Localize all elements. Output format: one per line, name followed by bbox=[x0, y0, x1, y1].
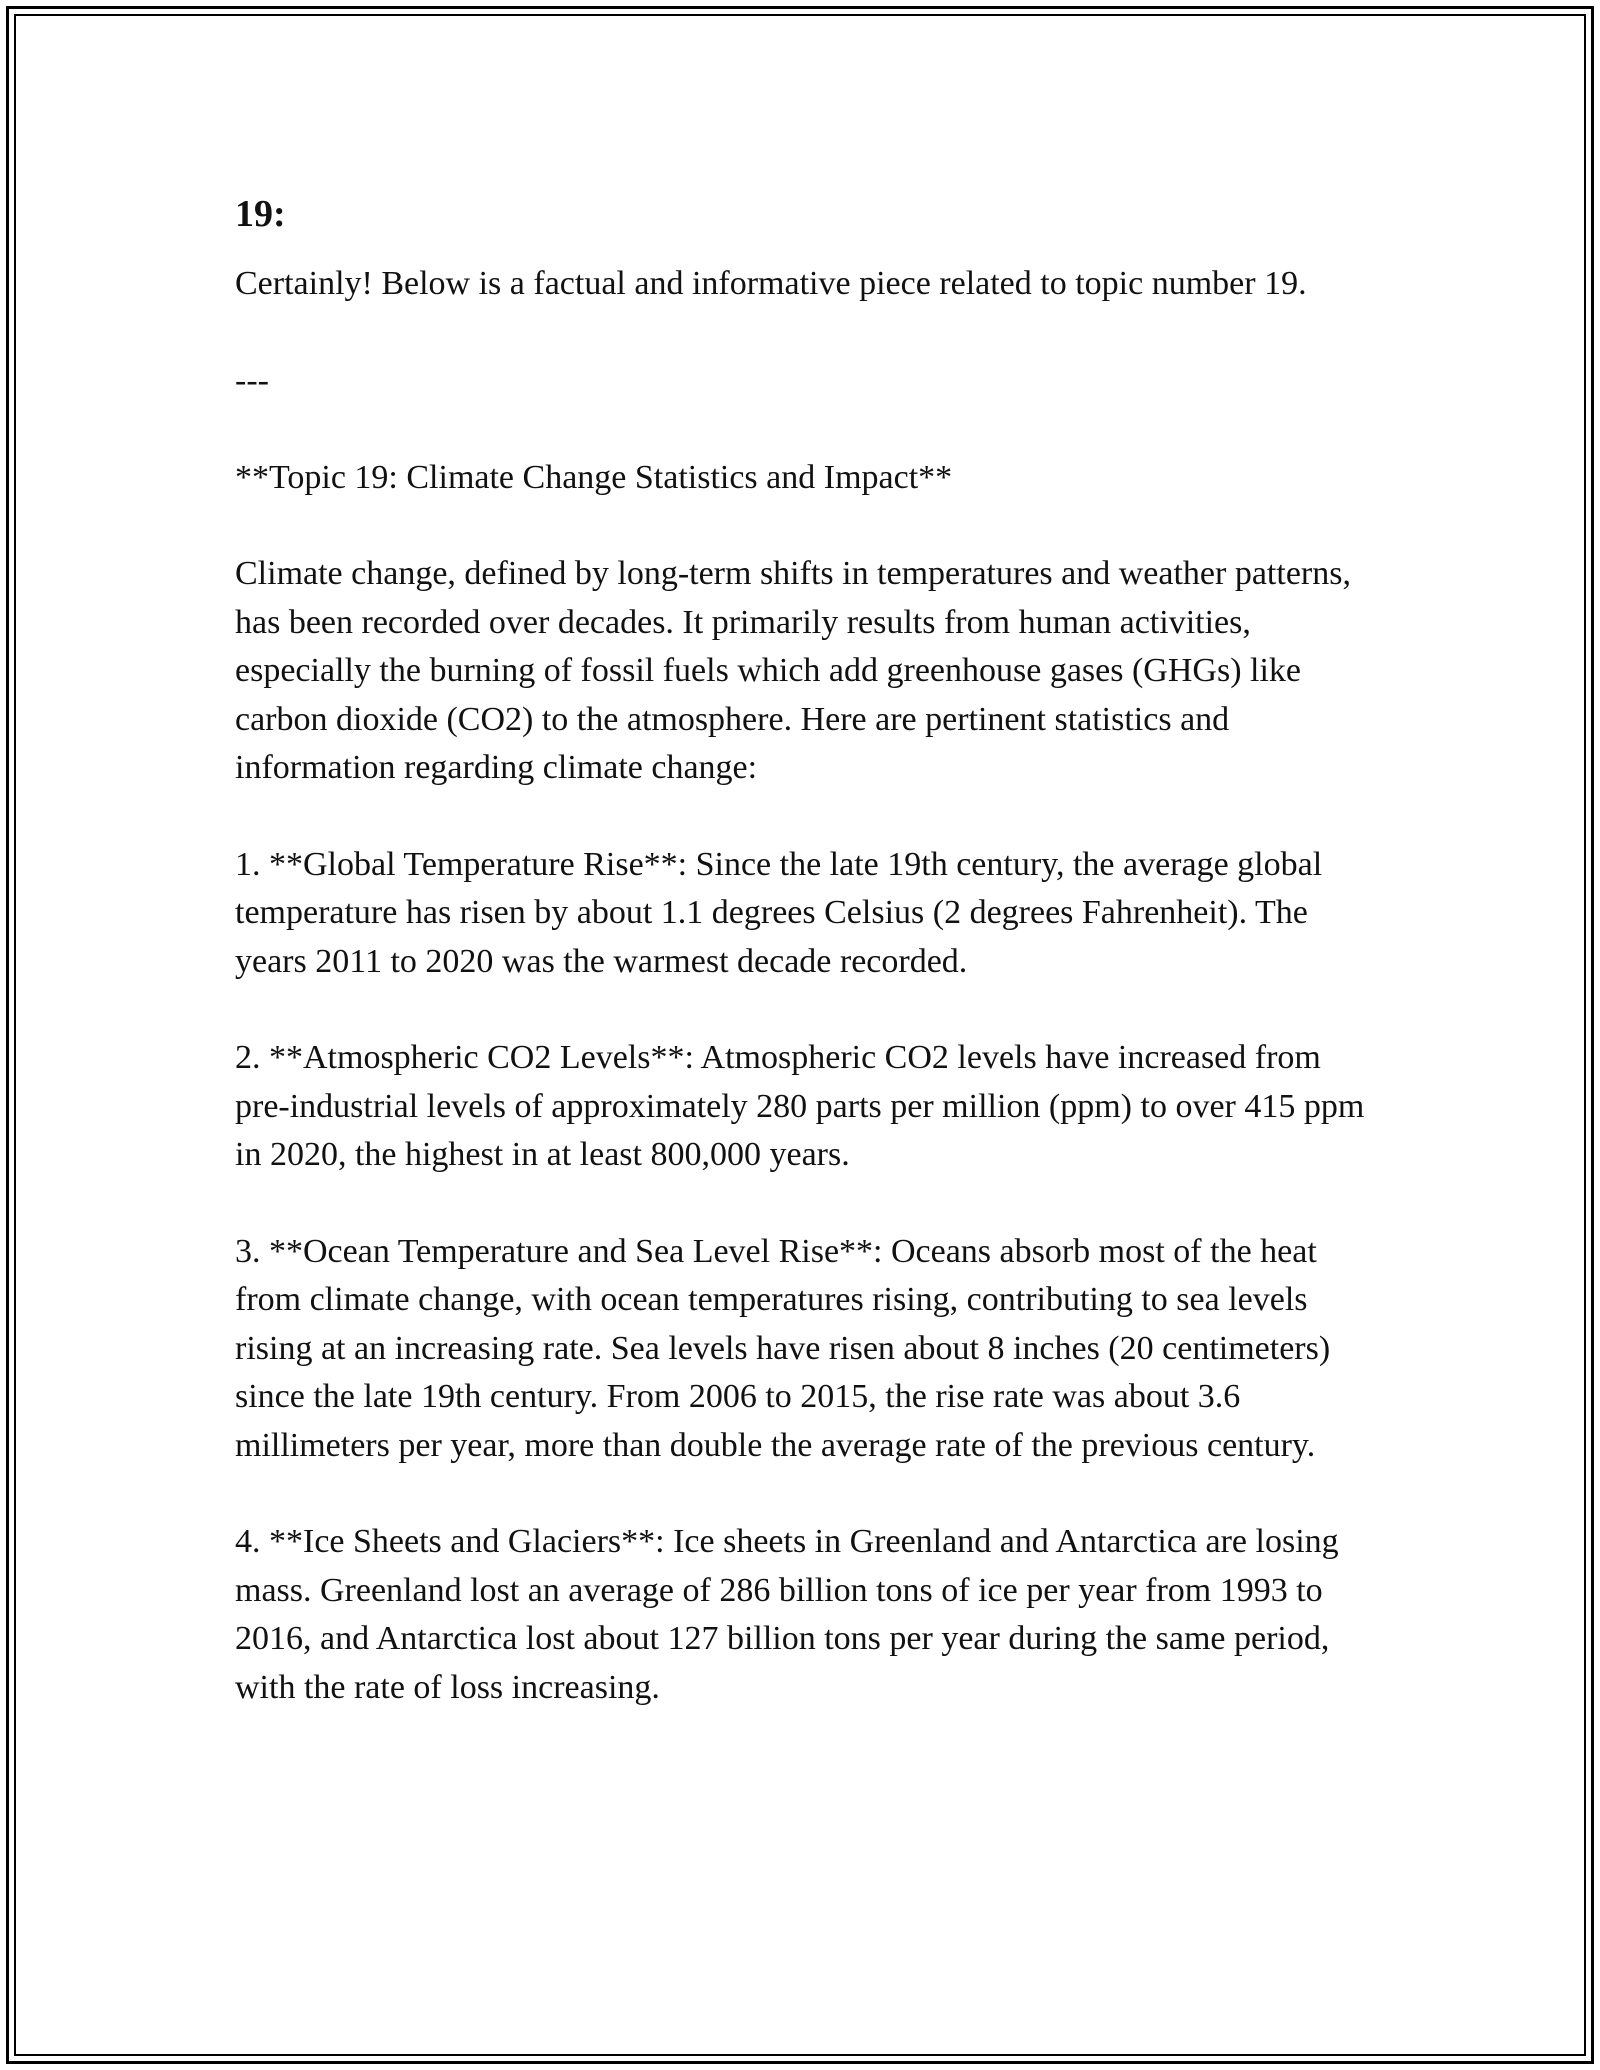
item-co2-levels: 2. **Atmospheric CO2 Levels**: Atmospheric CO2 levels have increased from pre-industrial levels of approximately 280 parts per million (ppm) to over 415 ppm in 2020, the highest in at least 800,000 years. bbox=[235, 1039, 1365, 1174]
overview-paragraph: Climate change, defined by long-term shifts in temperatures and weather patterns, has been recorded over decades. It primarily results from human activities, especially the burning of fossil fuels which add greenhouse gases (GHGs) like carbon dioxide (CO2) to the atmosphere. Here are pertinent statistics and information regarding climate change: bbox=[235, 555, 1351, 787]
document-body bbox=[235, 186, 1375, 1760]
document-heading: 19: bbox=[235, 193, 286, 235]
intro-paragraph: Certainly! Below is a factual and informative piece related to topic number 19. bbox=[235, 265, 1307, 302]
separator-line: --- bbox=[235, 361, 269, 399]
item-ocean-sea-level: 3. **Ocean Temperature and Sea Level Rise**: Oceans absorb most of the heat from climate change, with ocean temperatures rising, contributing to sea levels rising at an increasing rate. Sea levels have risen about 8 inches (20 centimeters) since the late 19th century. From 2006 to 2015, the rise rate was about 3.6 millimeters per year, more than double the average rate of the previous century. bbox=[235, 1233, 1331, 1464]
topic-title: **Topic 19: Climate Change Statistics and Impact** bbox=[235, 458, 953, 496]
item-ice-sheets: 4. **Ice Sheets and Glaciers**: Ice sheets in Greenland and Antarctica are losing mass. Greenland lost an average of 286 billion tons of ice per year from 1993 to 2016, and Antarctica lost about 127 billion tons per year during the same period, with the rate of loss increasing. bbox=[235, 1523, 1339, 1706]
item-global-temperature: 1. **Global Temperature Rise**: Since the late 19th century, the average global temperature has risen by about 1.1 degrees Celsius (2 degrees Fahrenheit). The years 2011 to 2020 was the warmest decade recorded. bbox=[235, 845, 1323, 980]
